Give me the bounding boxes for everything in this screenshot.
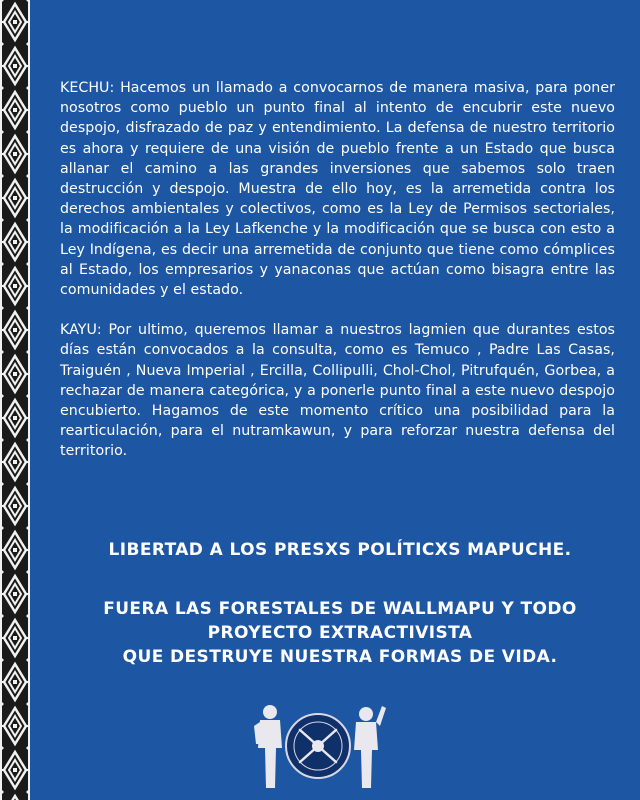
mapuche-geometric-border-icon (0, 0, 30, 800)
resistance-emblem-icon (248, 700, 388, 790)
statement-body (60, 78, 615, 462)
paragraph-kechu: KECHU: Hacemos un llamado a convocarnos de manera masiva, para poner nosotros como pueblo un punto final al intento de encubrir este nuevo despojo, disfrazado de paz y entendimiento. La defensa de nuestro territorio es ahora y requiere de una visión de pueblo frente a un Estado que busca allanar el camino a las grandes inversiones que sabemos solo traen destrucción y despojo. Muestra de ello hoy, es la arremetida contra los derechos ambientales y colectivos, como es la Ley de Permisos sectoriales, la modificación a la Ley Lafkenche y la modificación que se busca con esto a Ley Indígena, es decir una arremetida de conjunto que tiene como cómplices al Estado, los empresarios y yanaconas que actúan como bisagra entre las comunidades y el estado. (60, 80, 615, 299)
resistance-emblem (248, 700, 388, 790)
paragraph-kayu: KAYU: Por ultimo, queremos llamar a nuestros lagmien que durantes estos días están convocados a la consulta, como es Temuco , Padre Las Casas, Traiguén , Nueva Imperial , Ercilla, Collipulli, Chol-Chol, Pitrufquén, Gorbea, a rechazar de manera categórica, y a ponerle punto final a este nuevo despojo encubierto. Hagamos de este momento crítico una posibilidad para la rearticulación, para el nutramkawun, y para reforzar nuestra defensa del territorio. (60, 322, 615, 460)
slogan-line: FUERA LAS FORESTALES DE WALLMAPU Y TODO (103, 599, 577, 619)
slogan-block (40, 597, 640, 669)
slogan-freedom: LIBERTAD A LOS PRESXS POLÍTICXS MAPUCHE. (108, 540, 572, 560)
slogan-line: PROYECTO EXTRACTIVISTA (207, 623, 473, 643)
decorative-border (0, 0, 30, 800)
slogan-line: QUE DESTRUYE NUESTRA FORMAS DE VIDA. (122, 647, 558, 667)
